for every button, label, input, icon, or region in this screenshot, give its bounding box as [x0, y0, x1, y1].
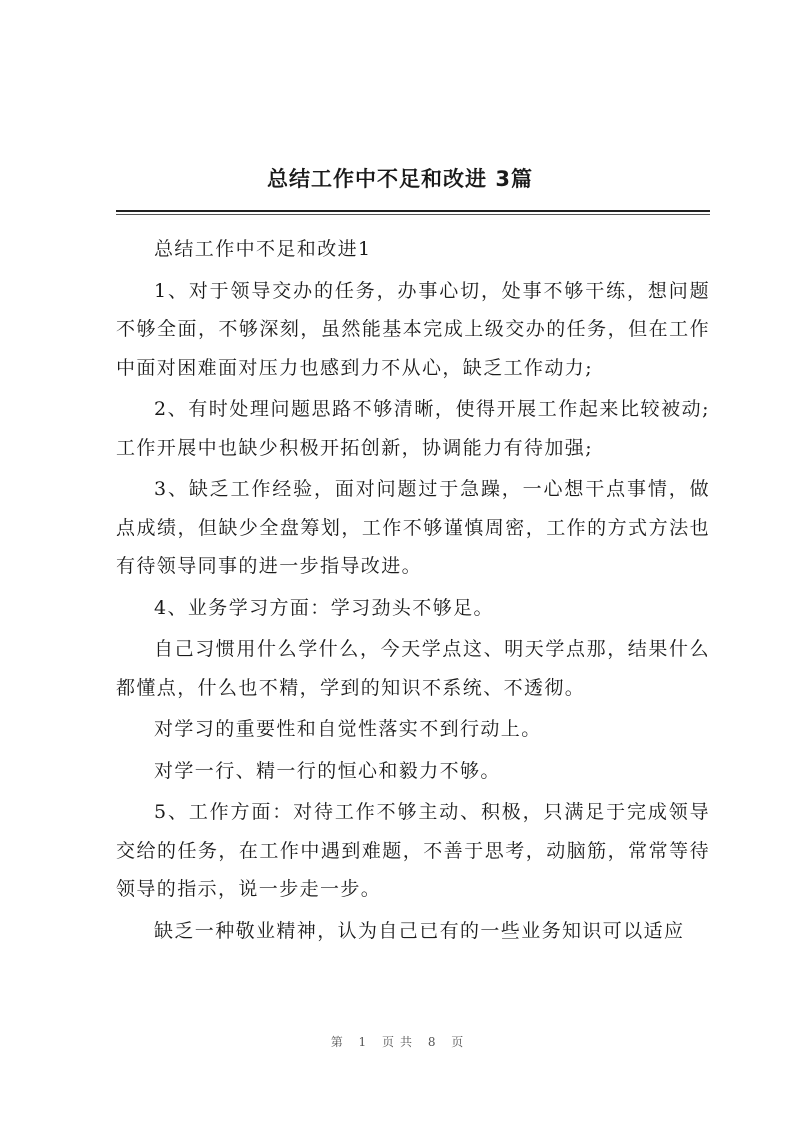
document-title: 总结工作中不足和改进 3篇: [267, 167, 533, 191]
title-divider-thin: [116, 214, 710, 215]
paragraph-6: 对学习的重要性和自觉性落实不到行动上。: [154, 718, 542, 740]
page-footer: 第 1 页共 8 页: [330, 1035, 470, 1049]
paragraph-8: 5、工作方面：对待工作不够主动、积极，只满足于完成领导交给的任务，在工作中遇到难题，不善于思考，动脑筋，常常等待领导的指示，说一步走一步。: [116, 801, 710, 900]
paragraph-7: 对学一行、精一行的恒心和毅力不够。: [154, 759, 501, 782]
paragraph-4: 4、业务学习方面：学习劲头不够足。: [154, 596, 494, 619]
paragraph-2: 2、有时处理问题思路不够清晰，使得开展工作起来比较被动;工作开展中也缺少积极开拓创新，协调能力有待加强;: [116, 398, 710, 459]
paragraph-3: 3、缺乏工作经验，面对问题过于急躁，一心想干点事情，做点成绩，但缺少全盘筹划，工作不够谨慎周密，工作的方式方法也有待领导同事的进一步指导改进。: [116, 478, 710, 577]
paragraph-1: 1、对于领导交办的任务，办事心切，处事不够干练，想问题不够全面，不够深刻，虽然能基本完成上级交办的任务，但在工作中面对困难面对压力也感到力不从心，缺乏工作动力;: [116, 279, 710, 379]
paragraph-5: 自己习惯用什么学什么，今天学点这、明天学点那，结果什么都懂点，什么也不精，学到的知识不系统、不透彻。: [116, 638, 710, 699]
section-heading: 总结工作中不足和改进1: [154, 238, 372, 260]
paragraph-9: 缺乏一种敬业精神，认为自己已有的一些业务知识可以适应: [154, 919, 685, 942]
title-divider: [116, 210, 710, 212]
document-body: [116, 230, 710, 953]
